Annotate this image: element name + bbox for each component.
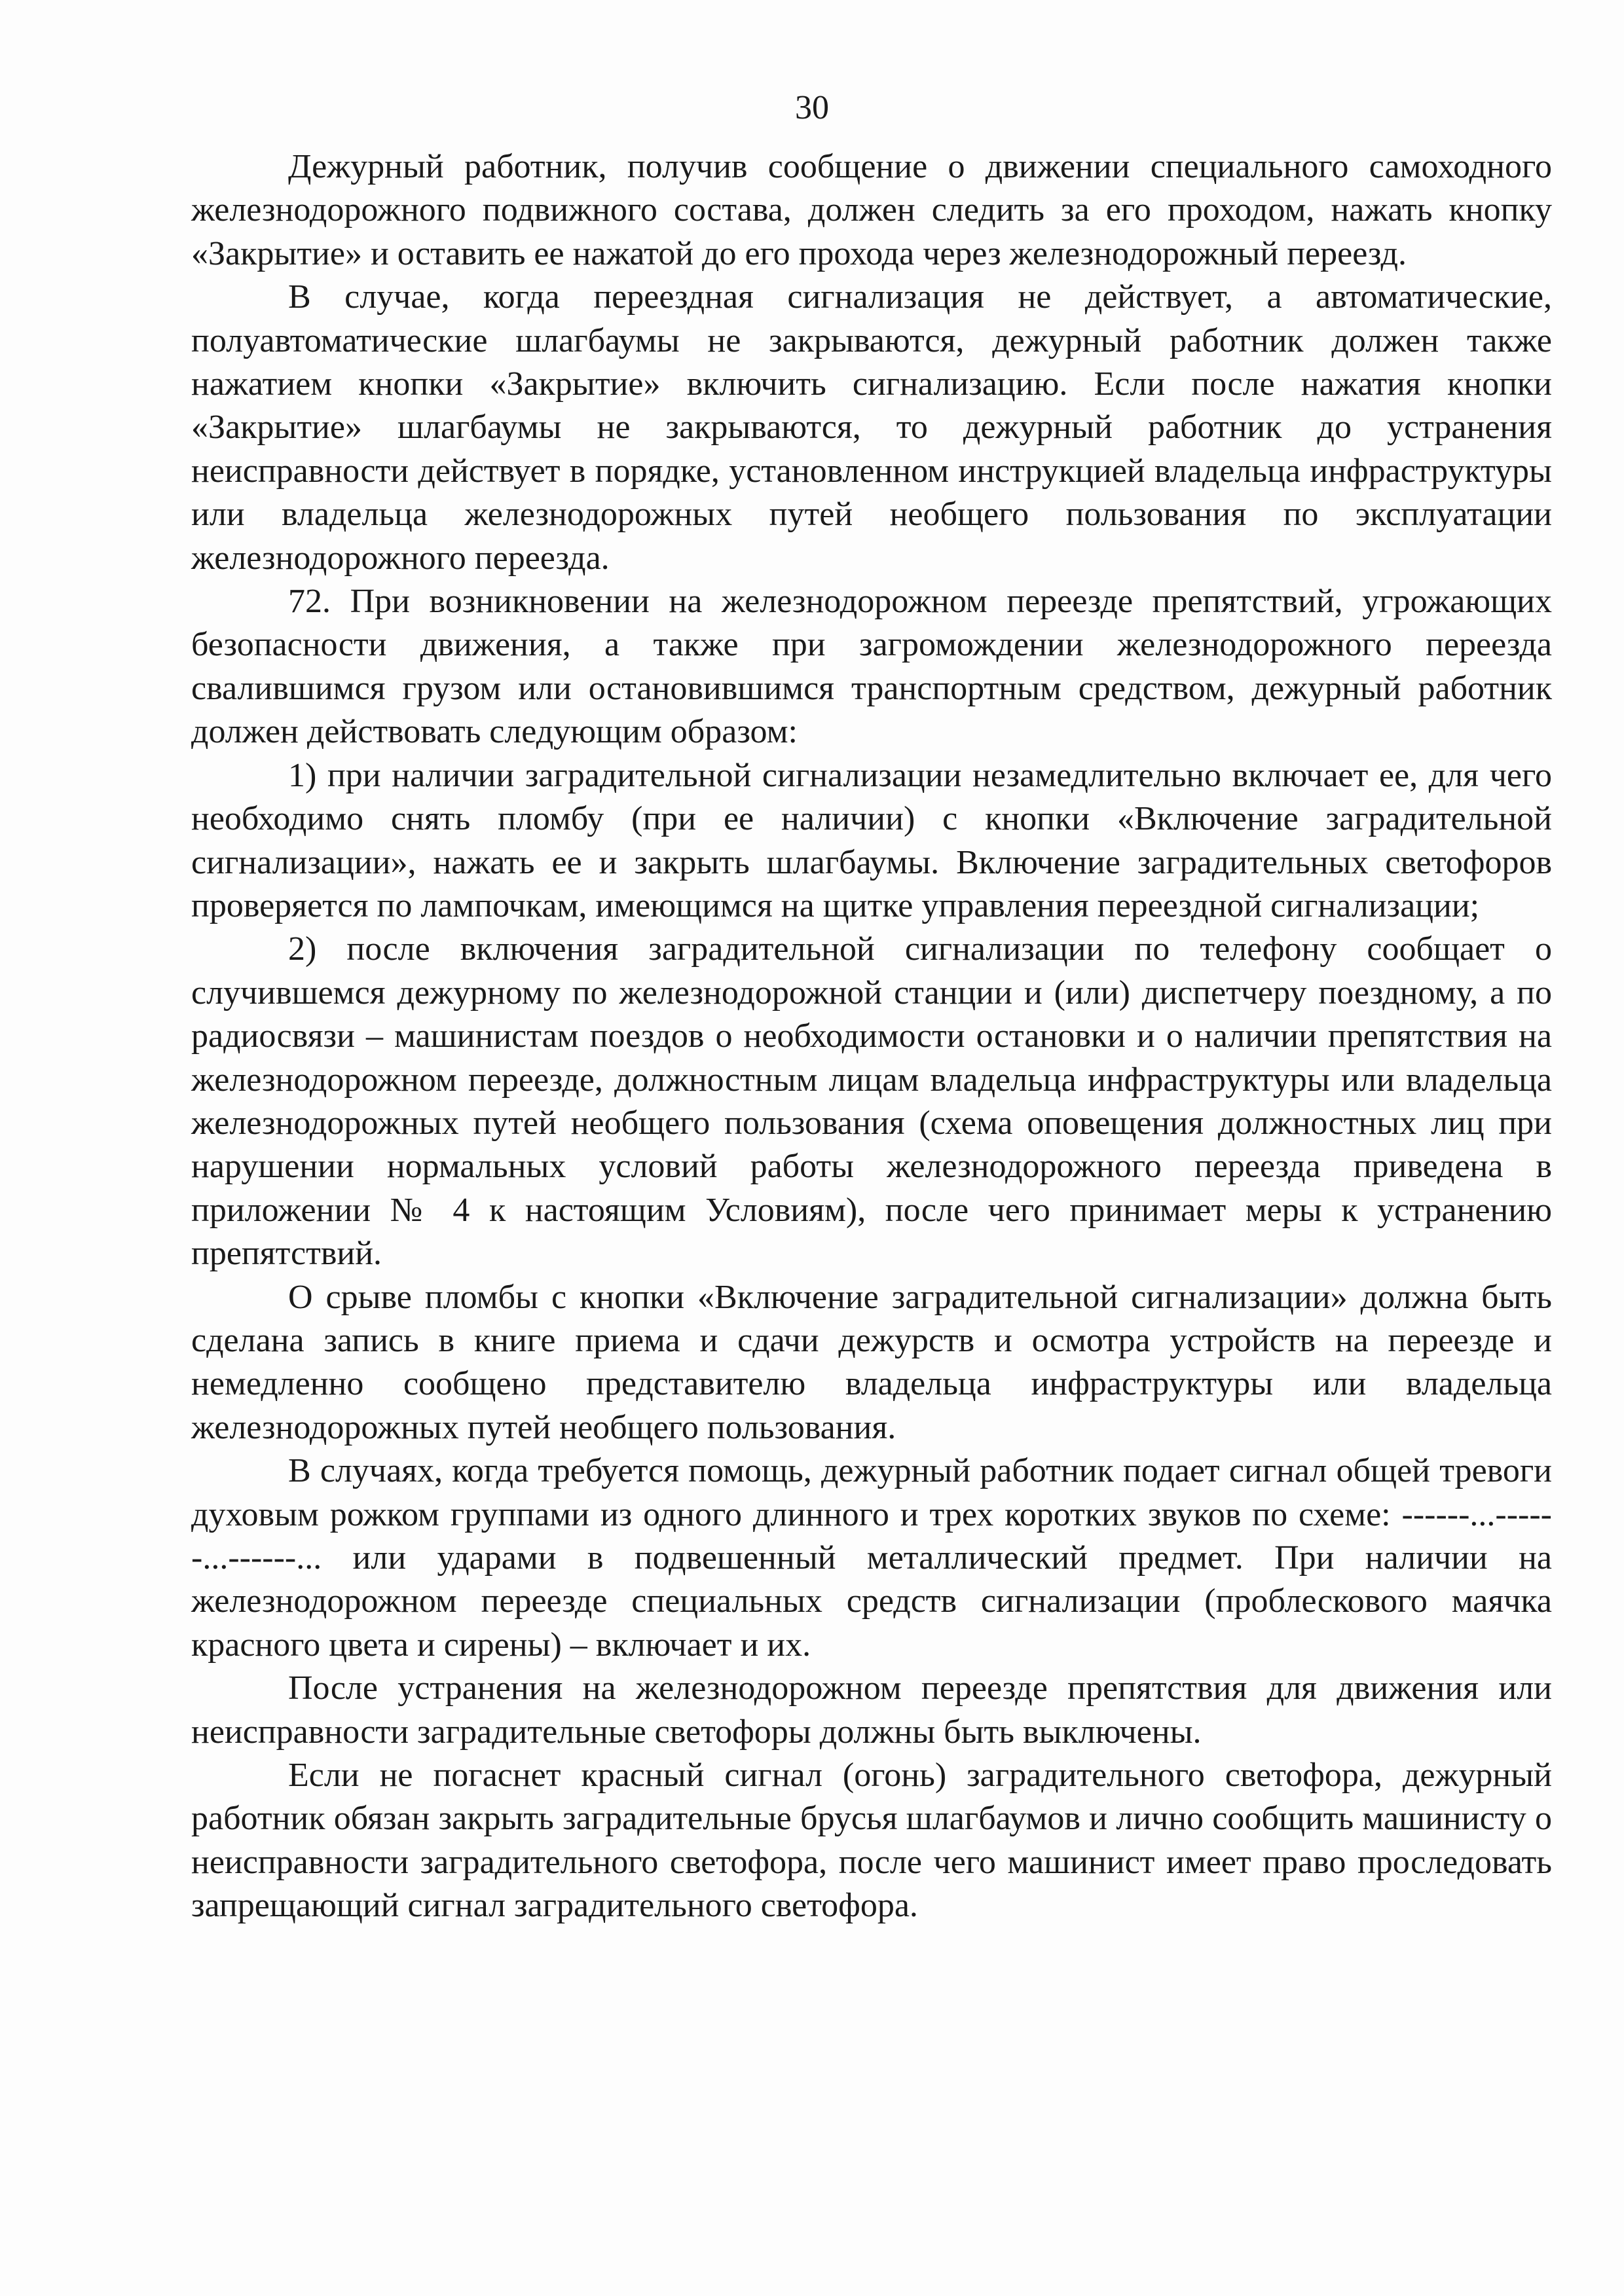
paragraph-seal-break: О срыве пломбы с кнопки «Включение заградительной сигнализации» должна быть сделана запись в книге приема и сдачи дежурств и осмотра устройств на переезде и немедленно сообщено представителю владельца инфраструктуры или владельца железнодорожных путей необщего пользования. [191, 1278, 1552, 1446]
paragraph-after-clearing: После устранения на железнодорожном переезде препятствия для движения или неисправности заградительные светофоры должны быть выключены. [191, 1669, 1552, 1751]
paragraph-subitem-1: 1) при наличии заградительной сигнализации незамедлительно включает ее, для чего необходимо снять пломбу (при ее наличии) с кнопки «Включение заградительной сигнализации», нажать ее и закрыть шлагбаумы. Включение заградительных светофоров проверяется по лампочкам, имеющимся на щитке управления переездной сигнализации; [191, 756, 1552, 924]
paragraph-red-signal: Если не погаснет красный сигнал (огонь) заградительного светофора, дежурный работник обязан закрыть заградительные брусья шлагбаумов и лично сообщить машинисту о неисправности заградительного светофора, после чего машинист имеет право проследовать запрещающий сигнал заградительного светофора. [191, 1757, 1552, 1925]
paragraph-alarm-signal: В случаях, когда требуется помощь, дежурный работник подает сигнал общей тревоги духовым рожком группами из одного длинного и трех коротких звуков по схеме: ------...------...------... или ударами в подвешенный металлический предмет. При наличии на железнодорожном переезде специальных средств сигнализации (проблескового маячка красного цвета и сирены) – включает и их. [191, 1452, 1552, 1664]
paragraph-signal-not-working: В случае, когда переездная сигнализация не действует, а автоматические, полуавтоматические шлагбаумы не закрываются, дежурный работник должен также нажатием кнопки «Закрытие» включить сигнализацию. Если после нажатия кнопки «Закрытие» шлагбаумы не закрываются, то дежурный работник до устранения неисправности действует в порядке, установленном инструкцией владельца инфраструктуры или владельца железнодорожных путей необщего пользования по эксплуатации железнодорожного переезда. [191, 278, 1552, 577]
paragraph-duty-worker-special-stock: Дежурный работник, получив сообщение о движении специального самоходного железнодорожного подвижного состава, должен следить за его проходом, нажать кнопку «Закрытие» и оставить ее нажатой до его прохода через железнодорожный переезд. [191, 148, 1552, 272]
paragraph-item-72: 72. При возникновении на железнодорожном переезде препятствий, угрожающих безопасности движения, а также при загромождении железнодорожного переезда свалившимся грузом или остановившимся транспортным средством, дежурный работник должен действовать следующим образом: [191, 583, 1552, 751]
page-number: 30 [795, 89, 829, 126]
paragraph-subitem-2: 2) после включения заградительной сигнализации по телефону сообщает о случившемся дежурному по железнодорожной станции и (или) диспетчеру поездному, а по радиосвязи – машинистам поездов о необходимости остановки и о наличии препятствия на железнодорожном переезде, должностным лицам владельца инфраструктуры или владельца железнодорожных путей необщего пользования (схема оповещения должностных лиц при нарушении нормальных условий работы железнодорожного переезда приведена в приложении № 4 к настоящим Условиям), после чего принимает меры к устранению препятствий. [191, 930, 1552, 1273]
document-body [191, 145, 1552, 1928]
